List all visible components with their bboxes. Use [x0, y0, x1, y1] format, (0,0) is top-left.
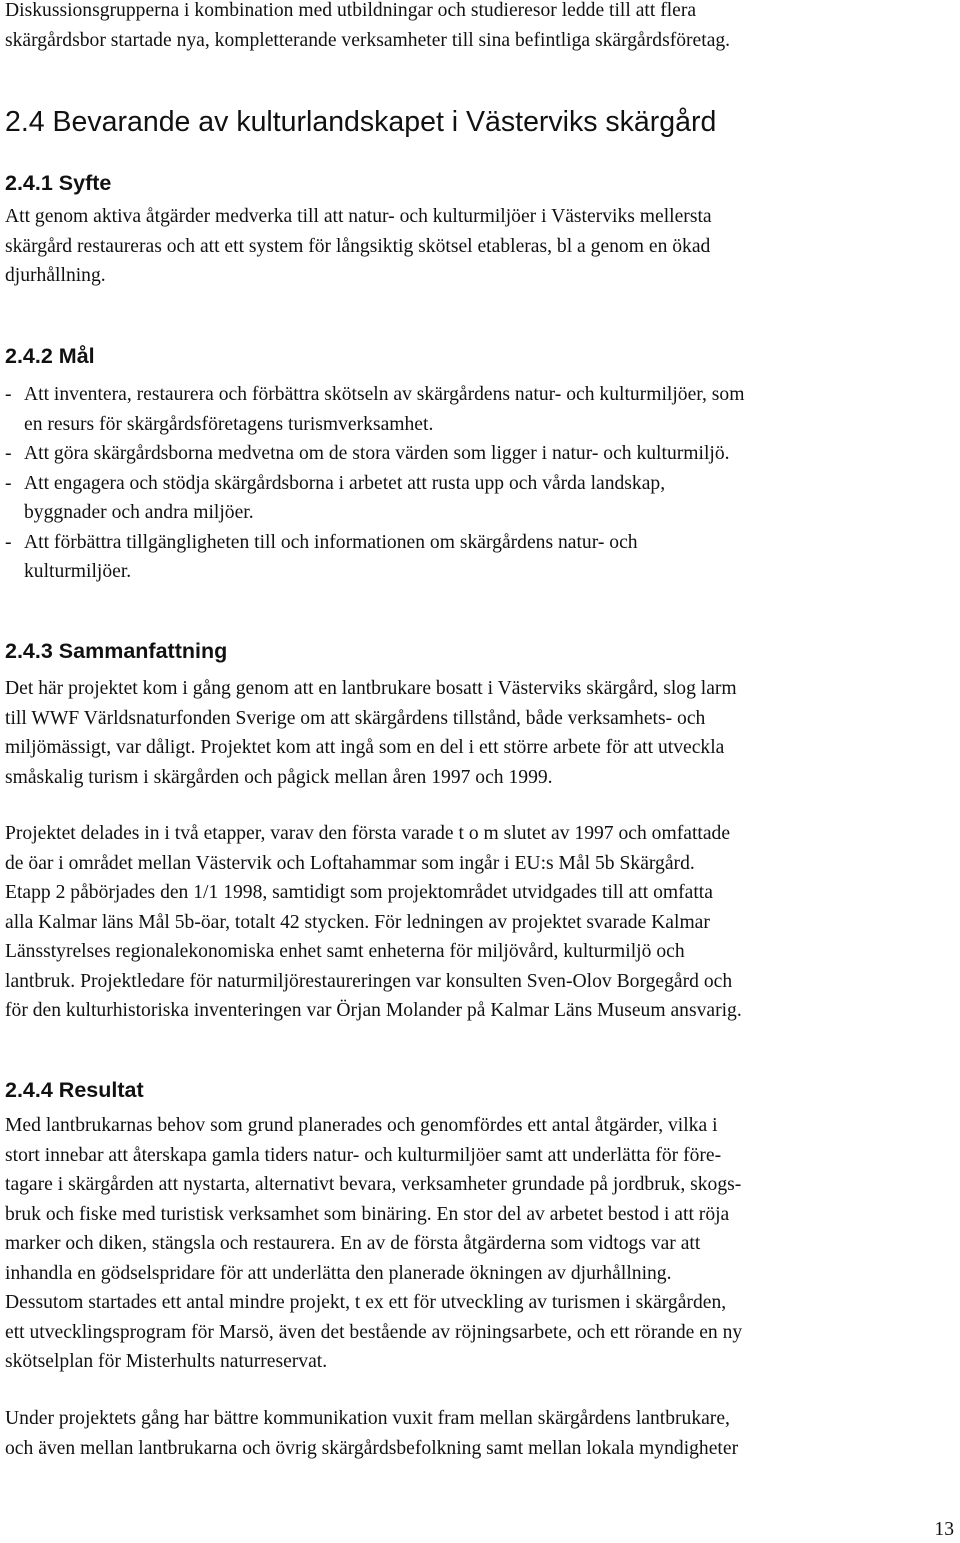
text-line: Projektet delades in i två etapper, varav den första varade t o m slutet av 1997 och omfattade: [5, 823, 731, 844]
text-line: kulturmiljöer.: [24, 561, 132, 582]
text-line: skärgårdsbor startade nya, kompletterande verksamheter till sina befintliga skärgårdsföretag.: [5, 29, 731, 51]
text-line: för den kulturhistoriska inventeringen var Örjan Molander på Kalmar Läns Museum ansvarig.: [5, 1000, 742, 1021]
text-line: bruk och fiske med turistisk verksamhet som binäring. En stor del av arbetet bestod i att röja: [5, 1203, 730, 1225]
text-line: ett utvecklingsprogram för Marsö, även det bestående av röjningsarbete, och ett rörande en ny: [5, 1321, 743, 1343]
section-heading: 2.4 Bevarande av kulturlandskapet i Västerviks skärgård: [5, 106, 717, 138]
text-line: Att göra skärgårdsborna medvetna om de stora värden som ligger i natur- och kulturmiljö.: [24, 443, 730, 464]
syfte-paragraph: [5, 202, 955, 291]
bullet-dash: -: [5, 443, 12, 464]
text-line: till WWF Världsnaturfonden Sverige om att skärgårdens tillstånd, både verksamhets- och: [5, 707, 706, 729]
text-line: tagare i skärgården att nystarta, alternativt bevara, verksamheter grundade på jordbruk, skogs-: [5, 1174, 742, 1195]
text-line: de öar i området mellan Västervik och Loftahammar som ingår i EU:s Mål 5b Skärgård.: [5, 852, 695, 874]
bullet-dash: -: [5, 384, 12, 405]
bullet-dash: -: [5, 472, 12, 494]
text-line: djurhållning.: [5, 265, 106, 286]
list-item: [5, 528, 955, 587]
page-number: 13: [934, 1519, 954, 1540]
list-item: [5, 380, 955, 439]
subsection-heading-resultat: 2.4.4 Resultat: [5, 1078, 144, 1102]
text-line: Under projektets gång har bättre kommunikation vuxit fram mellan skärgårdens lantbrukare,: [5, 1408, 730, 1429]
list-item: [5, 439, 955, 469]
text-line: alla Kalmar läns Mål 5b-öar, totalt 42 stycken. För ledningen av projektet svarade Kalmar: [5, 911, 710, 933]
text-line: Att inventera, restaurera och förbättra skötseln av skärgårdens natur- och kulturmiljöer, som: [24, 384, 745, 405]
text-line: Dessutom startades ett antal mindre projekt, t ex ett för utveckling av turismen i skärgården,: [5, 1292, 727, 1313]
text-line: Länsstyrelses regionalekonomiska enhet samt enheterna för miljövård, kulturmiljö och: [5, 941, 685, 962]
text-line: lantbruk. Projektledare för naturmiljörestaureringen var konsulten Sven-Olov Borgegård och: [5, 970, 733, 992]
subsection-heading-mal: 2.4.2 Mål: [5, 344, 95, 368]
text-line: skötselplan för Misterhults naturreservat.: [5, 1351, 328, 1372]
text-line: och även mellan lantbrukarna och övrig skärgårdsbefolkning samt mellan lokala myndigheter: [5, 1437, 739, 1459]
sammanfattning-paragraph: [5, 819, 955, 1026]
text-line: inhandla en gödselspridare för att underlätta den planerade ökningen av djurhållning.: [5, 1262, 672, 1284]
subsection-heading-sammanfattning: 2.4.3 Sammanfattning: [5, 639, 228, 663]
subsection-heading-syfte: 2.4.1 Syfte: [5, 171, 112, 195]
resultat-paragraph: [5, 1404, 955, 1463]
text-line: Att engagera och stödja skärgårdsborna i arbetet att rusta upp och vårda landskap,: [24, 472, 666, 494]
text-line: Att genom aktiva åtgärder medverka till att natur- och kulturmiljöer i Västerviks mellersta: [5, 206, 712, 227]
text-line: Det här projektet kom i gång genom att en lantbrukare bosatt i Västerviks skärgård, slog larm: [5, 678, 737, 699]
text-line: stort innebar att återskapa gamla tiders natur- och kulturmiljöer samt att underlätta för före-: [5, 1144, 722, 1166]
bullet-dash: -: [5, 531, 12, 553]
sammanfattning-paragraph: [5, 674, 955, 792]
text-line: en resurs för skärgårdsföretagens turismverksamhet.: [24, 413, 434, 435]
text-line: miljömässigt, var dåligt. Projektet kom att ingå som en del i ett större arbete för att utveckla: [5, 737, 725, 758]
text-line: Etapp 2 påbörjades den 1/1 1998, samtidigt som projektområdet utvidgades till att omfatta: [5, 882, 713, 903]
intro-paragraph: [5, 0, 955, 55]
mal-bullet-list: [5, 380, 955, 587]
text-line: Diskussionsgrupperna i kombination med utbildningar och studieresor ledde till att flera: [5, 0, 697, 21]
text-line: småskalig turism i skärgården och pågick mellan åren 1997 och 1999.: [5, 766, 553, 788]
list-item: [5, 469, 955, 528]
text-line: marker och diken, stängsla och restaurera. En av de första åtgärderna som vidtogs var att: [5, 1233, 701, 1254]
text-line: Att förbättra tillgängligheten till och informationen om skärgårdens natur- och: [24, 531, 638, 553]
resultat-paragraph: [5, 1111, 955, 1377]
text-line: Med lantbrukarnas behov som grund planerades och genomfördes ett antal åtgärder, vilka i: [5, 1115, 718, 1136]
text-line: byggnader och andra miljöer.: [24, 502, 254, 523]
text-line: skärgård restaureras och att ett system för långsiktig skötsel etableras, bl a genom en ökad: [5, 235, 711, 257]
